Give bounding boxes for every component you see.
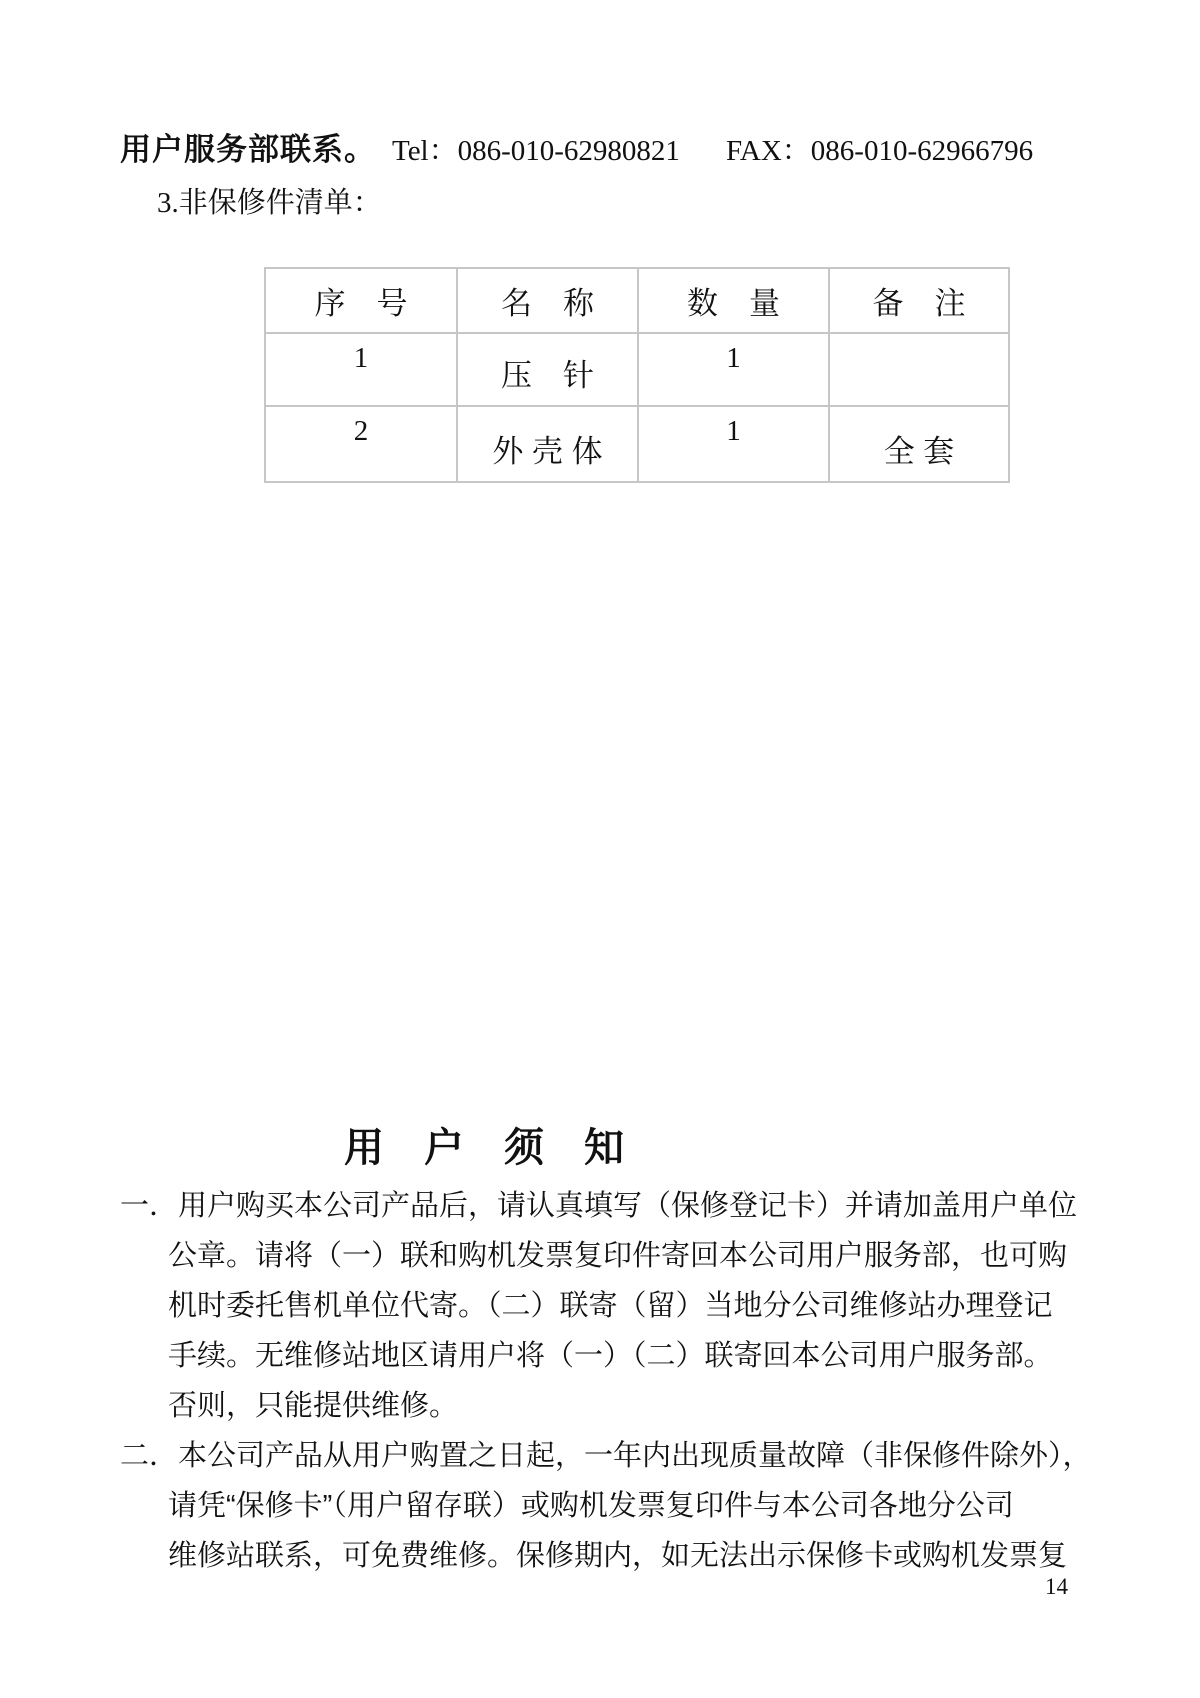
table-row bbox=[265, 406, 1009, 482]
contact-tel: Tel：086-010-62980821 bbox=[392, 135, 680, 167]
notice-line: 一．用户购买本公司产品后，请认真填写（保修登记卡）并请加盖用户单位 bbox=[120, 1190, 1078, 1222]
contact-fax: FAX：086-010-62966796 bbox=[725, 135, 1034, 167]
cell-remark: 全 套 bbox=[829, 406, 1009, 482]
notice-line: 请凭“保修卡”（用户留存联）或购机发票复印件与本公司各地分公司 bbox=[168, 1490, 1014, 1522]
section-label bbox=[157, 180, 382, 221]
notice-line: 维修站联系，可免费维修。保修期内，如无法出示保修卡或购机发票复 bbox=[168, 1540, 1068, 1572]
table-header-row bbox=[265, 268, 1009, 333]
cell-quantity: 1 bbox=[638, 406, 829, 482]
notice-section-title: 用 户 须 知 bbox=[344, 1126, 624, 1170]
notice-line: 二．本公司产品从用户购置之日起，一年内出现质量故障（非保修件除外）， bbox=[120, 1440, 1092, 1472]
col-header-quantity: 数 量 bbox=[638, 268, 829, 333]
cell-name: 外 壳 体 bbox=[457, 406, 638, 482]
notice-line: 公章。请将（一）联和购机发票复印件寄回本公司用户服务部，也可购 bbox=[168, 1240, 1068, 1272]
notice-line: 机时委托售机单位代寄。（二）联寄（留）当地分公司维修站办理登记 bbox=[168, 1290, 1053, 1322]
notice-paragraphs bbox=[120, 1181, 1110, 1581]
contact-line bbox=[120, 124, 1033, 169]
notice-line: 手续。无维修站地区请用户将（一）（二）联寄回本公司用户服务部。 bbox=[168, 1340, 1053, 1372]
col-header-name: 名 称 bbox=[457, 268, 638, 333]
col-header-remark: 备 注 bbox=[829, 268, 1009, 333]
cell-index: 1 bbox=[265, 333, 457, 406]
section-title: 非保修件清单： bbox=[178, 187, 382, 219]
section-number: 3. bbox=[157, 187, 179, 219]
notice-line: 否则，只能提供维修。 bbox=[168, 1390, 459, 1422]
cell-index: 2 bbox=[265, 406, 457, 482]
cell-name: 压 针 bbox=[457, 333, 638, 406]
page-number: 14 bbox=[1045, 1574, 1068, 1599]
non-warranty-parts-table bbox=[264, 267, 1010, 483]
contact-department-label: 用户服务部联系。 bbox=[120, 132, 376, 167]
table-row bbox=[265, 333, 1009, 406]
cell-quantity: 1 bbox=[638, 333, 829, 406]
cell-remark bbox=[829, 333, 1009, 406]
col-header-index: 序 号 bbox=[265, 268, 457, 333]
